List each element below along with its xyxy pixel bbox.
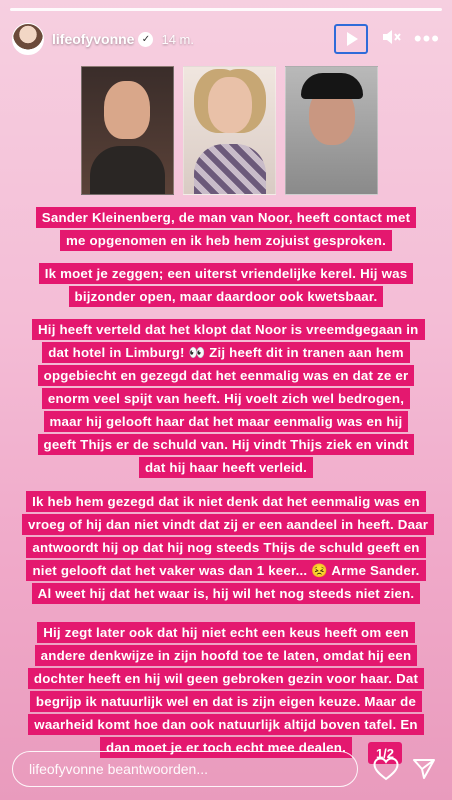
photo-man-left (81, 66, 174, 195)
heart-icon[interactable] (370, 753, 402, 785)
story-text-paragraph (0, 262, 452, 308)
paragraph-text: Ik heb hem gezegd dat ik niet denk dat het eenmalig was en vroeg of hij dan niet vindt dat zij er een aandeel in heeft. Daar antwoordt hij op dat hij nog steeds Thijs de schuld geeft en niet gelooft dat het vaker was dan 1 keer... 😣 Arme Sander. Al weet hij dat het waar is, hij wil het nog steeds niet zien. (22, 491, 434, 604)
paragraph-text: Hij zegt later ook dat hij niet echt een keus heeft om een andere denkwijze in zijn hoofd toe te laten, omdat hij een dochter heeft en hij wil geen gebroken gezin voor haar. Dat begrijp ik natuurlijk wel en dat is zijn eigen keuze. Maar de waarheid komt hoe dan ook natuurlijk altijd boven tafel. En dan moet je er toch echt mee dealen. (28, 622, 424, 758)
photo-collage (81, 66, 378, 195)
reply-bar (0, 738, 452, 800)
play-button[interactable] (334, 24, 368, 54)
photo-man-right (285, 66, 378, 195)
more-dots-icon[interactable]: ••• (413, 26, 440, 51)
username[interactable]: lifeofyvonne (52, 31, 135, 47)
progress-segment (10, 8, 442, 11)
verified-check-icon: ✓ (138, 32, 153, 47)
send-icon[interactable] (408, 753, 440, 785)
paragraph-text: Hij heeft verteld dat het klopt dat Noor is vreemdgegaan in dat hotel in Limburg! 👀 Zij heeft dit in tranen aan hem opgebiecht en gezegd dat het eenmalig was en dat ze er enorm veel spijt van heeft. Hij voelt zich wel bedrogen, maar hij gelooft haar dat het maar eenmalig was en hij geeft Thijs er de schuld van. Hij vindt Thijs ziek en vindt dat hij haar heeft verleid. (32, 319, 425, 478)
story-controls (334, 24, 440, 54)
story-progress-bar (10, 8, 442, 11)
avatar[interactable] (12, 23, 44, 55)
story-text-paragraph (0, 206, 452, 252)
paragraph-text: Sander Kleinenberg, de man van Noor, heeft contact met me opgenomen en ik heb hem zojuist gesproken. (36, 207, 416, 251)
page-indicator-badge: 1/2 (368, 742, 402, 764)
paragraph-text: Ik moet je zeggen; een uiterst vriendelijke kerel. Hij was bijzonder open, maar daardoor ook kwetsbaar. (39, 263, 414, 307)
story-text-paragraph (0, 318, 452, 479)
muted-speaker-icon[interactable] (380, 28, 402, 51)
post-time: 14 m. (161, 31, 194, 47)
play-icon (347, 32, 358, 46)
photo-woman-center (183, 66, 276, 195)
story-text-paragraph (0, 490, 452, 605)
story-header (0, 18, 452, 60)
reply-input[interactable] (12, 751, 358, 787)
